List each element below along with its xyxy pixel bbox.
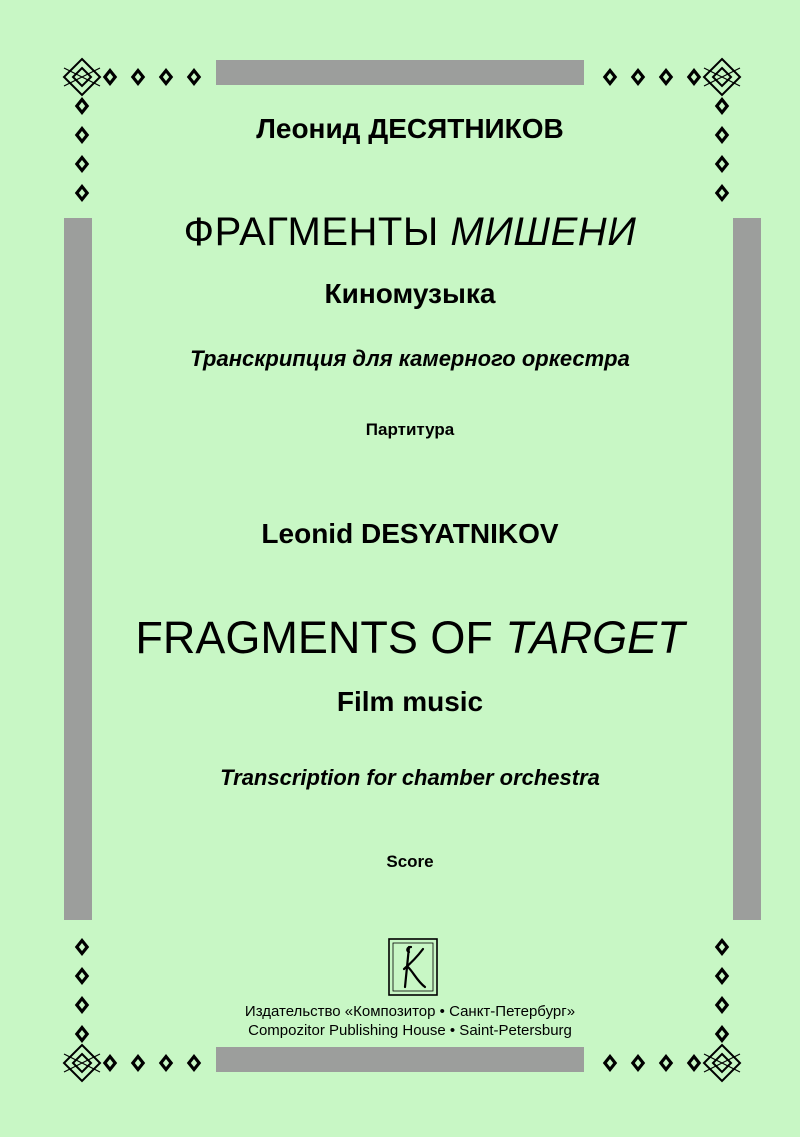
title-ru-italic: МИШЕНИ xyxy=(450,210,637,254)
compozitor-logo-icon xyxy=(387,937,439,997)
left-border-bar xyxy=(64,218,92,920)
author-name-ru xyxy=(0,113,800,145)
subtitle-ru: Киномузыка xyxy=(324,278,496,309)
author-first-name-ru: Леонид xyxy=(256,113,361,144)
author-last-name-en: DESYATNIKOV xyxy=(360,518,559,549)
top-border-bar xyxy=(216,60,584,85)
score-label-ru: Партитура xyxy=(365,420,455,439)
title-ru-regular: ФРАГМЕНТЫ xyxy=(183,210,439,254)
subtitle-en: Film music xyxy=(336,686,484,717)
score-label-en: Score xyxy=(386,852,434,871)
author-name-en xyxy=(0,518,800,550)
title-en xyxy=(0,612,800,664)
right-border-bar xyxy=(733,218,761,920)
bottom-border-bar xyxy=(216,1047,584,1072)
publisher-ru: Издательство «Композитор • Санкт-Петербург» xyxy=(244,1003,576,1020)
author-last-name-ru: ДЕСЯТНИКОВ xyxy=(368,113,564,144)
title-en-regular: FRAGMENTS OF xyxy=(135,612,493,663)
author-first-name-en: Leonid xyxy=(261,518,354,549)
transcription-en: Transcription for chamber orchestra xyxy=(220,765,600,790)
title-ru xyxy=(0,210,800,255)
title-en-italic: TARGET xyxy=(505,612,685,663)
publisher-en: Compozitor Publishing House • Saint-Petersburg xyxy=(248,1022,572,1039)
transcription-ru: Транскрипция для камерного оркестра xyxy=(190,346,630,371)
